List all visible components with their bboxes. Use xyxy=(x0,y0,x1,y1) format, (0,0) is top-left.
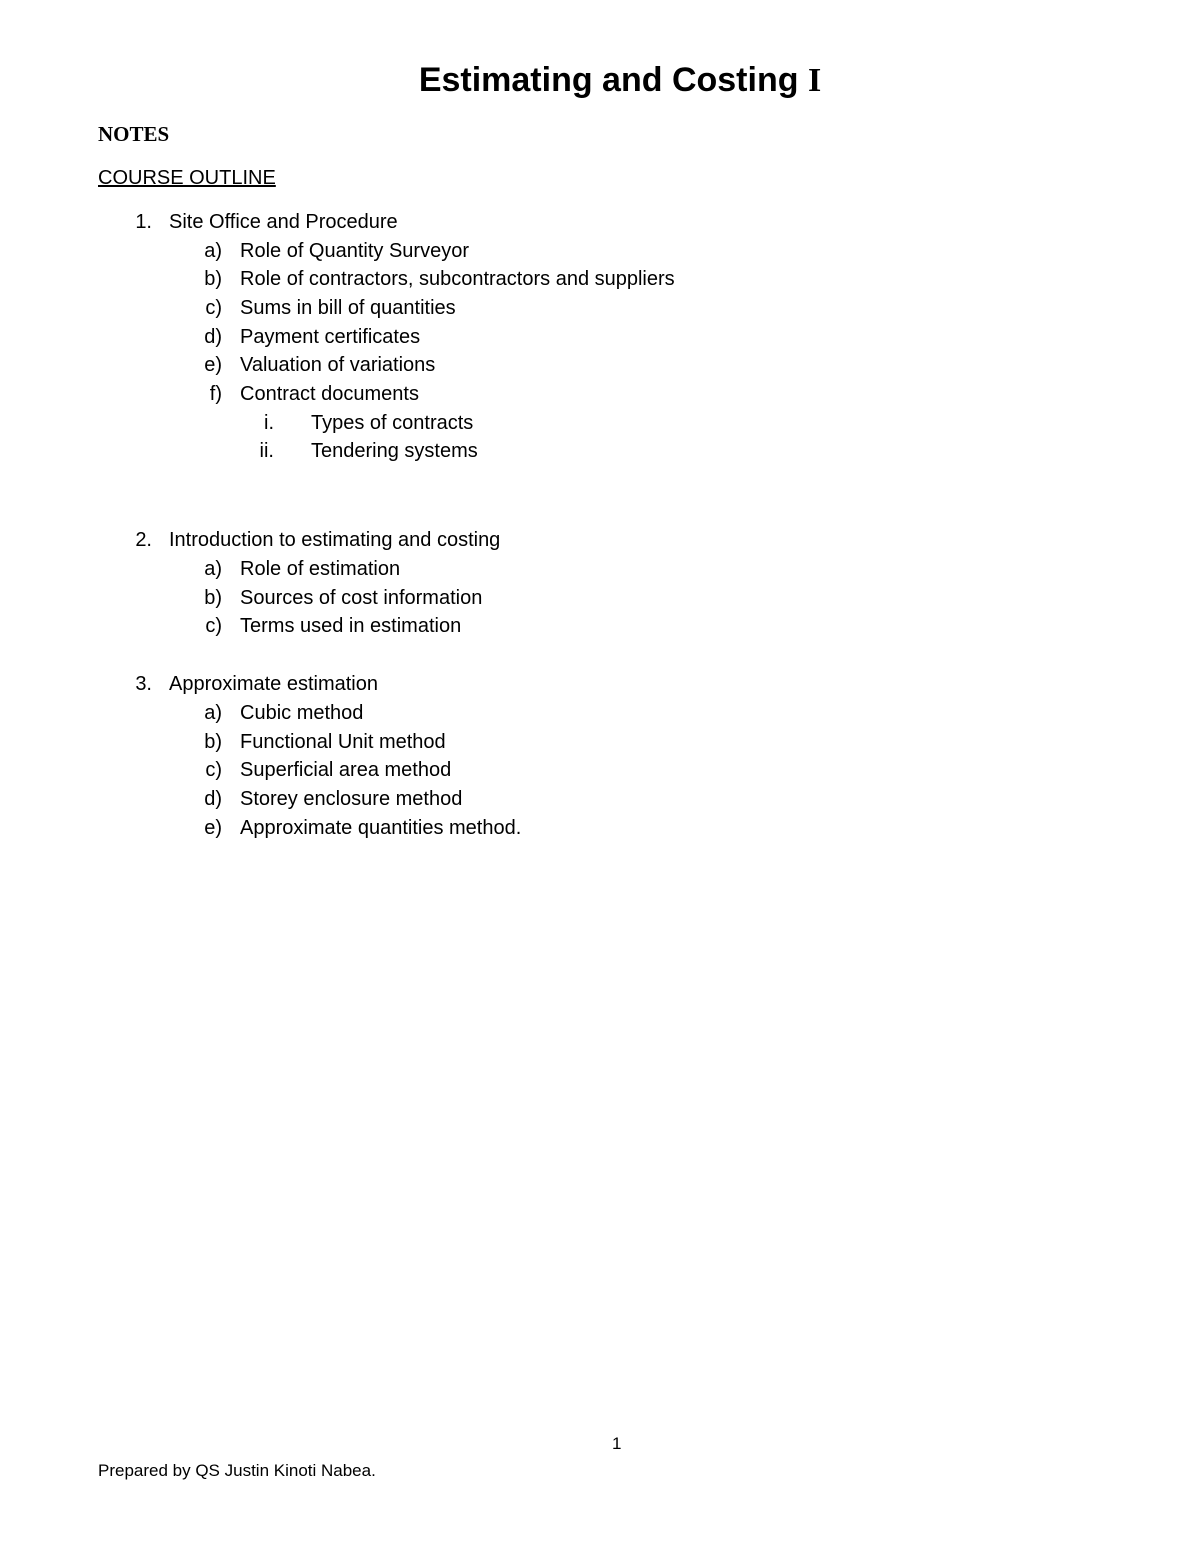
item-text: Sums in bill of quantities xyxy=(240,297,456,319)
item-text: Approximate quantities method. xyxy=(240,817,522,839)
item-text: Superficial area method xyxy=(240,759,452,781)
section-title: Site Office and Procedure xyxy=(169,211,398,233)
course-outline-heading: COURSE OUTLINE xyxy=(98,167,276,189)
item-marker: a) xyxy=(204,558,222,580)
item-text: Sources of cost information xyxy=(240,587,483,609)
subitem-text: Types of contracts xyxy=(311,412,474,434)
subitem-text: Tendering systems xyxy=(311,440,478,462)
subitem-marker: i. xyxy=(264,412,274,434)
title-numeral: I xyxy=(807,62,822,99)
item-text: Role of Quantity Surveyor xyxy=(240,240,469,262)
item-marker: b) xyxy=(204,268,222,290)
section-title: Introduction to estimating and costing xyxy=(169,529,501,551)
item-text: Role of estimation xyxy=(240,558,401,580)
item-marker: c) xyxy=(205,759,222,781)
item-text: Role of contractors, subcontractors and suppliers xyxy=(240,268,675,290)
item-marker: d) xyxy=(204,326,222,348)
item-text: Functional Unit method xyxy=(240,731,446,753)
page-number: 1 xyxy=(612,1434,622,1453)
item-marker: e) xyxy=(204,817,222,839)
subitem-marker: ii. xyxy=(259,440,274,462)
item-text: Payment certificates xyxy=(240,326,421,348)
item-text: Contract documents xyxy=(240,383,419,405)
item-marker: b) xyxy=(204,587,222,609)
item-marker: a) xyxy=(204,240,222,262)
item-text: Cubic method xyxy=(240,702,364,724)
title-main: Estimating and Costing xyxy=(418,61,808,99)
page-footer: Prepared by QS Justin Kinoti Nabea. xyxy=(98,1461,376,1480)
section-number: 1. xyxy=(135,211,152,233)
section-number: 2. xyxy=(135,529,152,551)
item-text: Valuation of variations xyxy=(240,354,436,376)
item-text: Terms used in estimation xyxy=(240,615,462,637)
item-marker: b) xyxy=(204,731,222,753)
section-number: 3. xyxy=(135,673,152,695)
item-marker: a) xyxy=(204,702,222,724)
document-title xyxy=(0,60,1200,101)
item-marker: d) xyxy=(204,788,222,810)
item-marker: c) xyxy=(205,297,222,319)
section-title: Approximate estimation xyxy=(169,673,378,695)
item-marker: f) xyxy=(209,383,222,405)
item-marker: e) xyxy=(204,354,222,376)
item-marker: c) xyxy=(205,615,222,637)
item-text: Storey enclosure method xyxy=(240,788,463,810)
notes-heading: NOTES xyxy=(98,122,170,146)
